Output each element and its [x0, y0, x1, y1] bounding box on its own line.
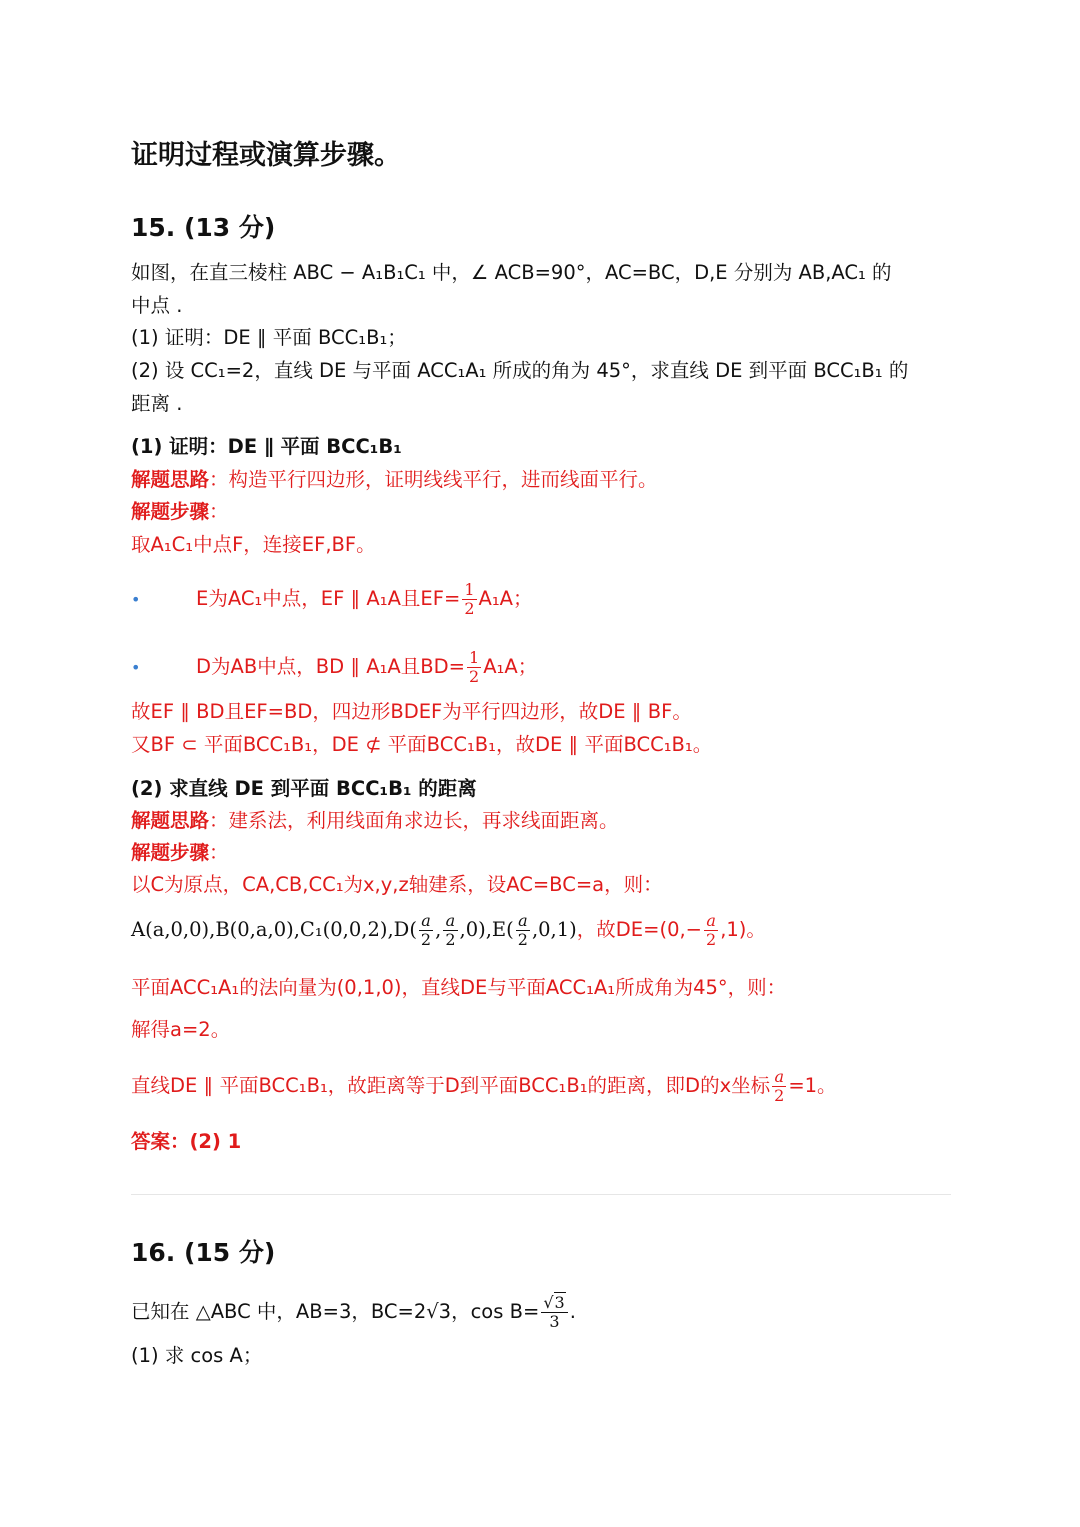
problem-15-question-2-line-2: 距离 .	[131, 392, 183, 415]
fraction-numerator: √3	[541, 1294, 567, 1313]
fraction	[541, 1294, 567, 1331]
bullet-2-main: D为AB中点，BD ∥ A₁A且BD=	[196, 655, 466, 678]
solution-2-points-line: A(a,0,0),B(0,a,0),C₁(0,0,2),D( $\frac{a}{2}$ , $\frac{a}{2}$ ,0),E( $\frac{a}{2}$ ,0,1)，故DE=(0,− $\frac{a}{2}$ ,1)。	[131, 911, 766, 949]
fraction-numerator: a	[772, 1068, 786, 1087]
fraction-numerator: a	[704, 912, 718, 931]
solution-2-idea	[131, 807, 619, 835]
solution-1-heading: (1) 证明：DE ∥ 平面 BCC₁B₁	[131, 435, 402, 458]
problem-16-stem-post: .	[569, 1300, 576, 1323]
idea-text: ：建系法，利用线面角求边长，再求线面距离。	[209, 809, 619, 832]
solution-2-normal-line: 平面ACC₁A₁的法向量为(0,1,0)，直线DE与平面ACC₁A₁所成角为45°，则：	[131, 976, 787, 999]
fraction-denominator: 2	[445, 930, 456, 949]
fraction	[704, 912, 718, 949]
distance-text: 直线DE ∥ 平面BCC₁B₁，故距离等于D到平面BCC₁B₁的距离，即D的x坐标	[131, 1074, 771, 1097]
steps-label: 解题步骤	[131, 500, 210, 523]
fraction-numerator: a	[419, 912, 433, 931]
steps-colon: ：	[209, 841, 229, 864]
problem-16-stem	[131, 1288, 576, 1336]
problem-15-question-2-line-1: (2) 设 CC₁=2，直线 DE 与平面 ACC₁A₁ 所成的角为 45°，求直线 DE 到平面 BCC₁B₁ 的	[131, 359, 909, 382]
problem-15-stem-line-2: 中点 .	[131, 294, 183, 317]
fraction	[772, 1068, 786, 1105]
bullet-2-tail: A₁A；	[483, 655, 538, 678]
solution-2-solve-line: 解得a=2。	[131, 1018, 231, 1041]
points-end: ,0,1)	[531, 918, 577, 941]
solution-1-conclusion-1: 故EF ∥ BD且EF=BD，四边形BDEF为平行四边形，故DE ∥ BF。	[131, 700, 692, 723]
answer-line: 答案：(2) 1	[131, 1130, 242, 1153]
sqrt-radicand: 3	[554, 1293, 565, 1312]
idea-text: ：构造平行四边形，证明线线平行，进而线面平行。	[209, 468, 658, 491]
bullet-icon: •	[131, 658, 141, 677]
problem-15-question-1: (1) 证明：DE ∥ 平面 BCC₁B₁；	[131, 326, 407, 349]
fraction-numerator: 1	[469, 648, 480, 667]
solution-2-distance-line	[131, 1062, 837, 1110]
points-e: ,0),E(	[459, 918, 514, 941]
solution-2-heading: (2) 求直线 DE 到平面 BCC₁B₁ 的距离	[131, 777, 477, 800]
steps-colon: ：	[209, 500, 229, 523]
solution-2-coordinate-line: 以C为原点，CA,CB,CC₁为x,y,z轴建系，设AC=BC=a，则：	[131, 873, 663, 896]
idea-label: 解题思路	[131, 468, 210, 491]
fraction	[443, 912, 457, 949]
problem-15-stem-line-1: 如图，在直三棱柱 ABC − A₁B₁C₁ 中，∠ ACB=90°，AC=BC，D,E 分别为 AB,AC₁ 的	[131, 261, 892, 284]
solution-1-bullet-1	[196, 575, 533, 623]
vector-end: ,1)。	[720, 918, 766, 941]
solution-1-bullet-2	[196, 643, 537, 691]
solution-2-steps-label	[131, 839, 229, 867]
fraction-numerator: a	[443, 912, 457, 931]
solution-1-step-1: 取A₁C₁中点F，连接EF,BF。	[131, 533, 376, 556]
bullet-1-tail: A₁A；	[478, 587, 533, 610]
section-heading: 证明过程或演算步骤。	[131, 140, 401, 171]
problem-16-title: 16. (15 分)	[131, 1238, 276, 1267]
solution-1-steps-label	[131, 498, 229, 526]
fraction-numerator: 1	[464, 580, 475, 599]
bullet-icon: •	[131, 590, 141, 609]
fraction	[516, 912, 530, 949]
fraction	[467, 649, 481, 686]
solution-1-conclusion-2: 又BF ⊂ 平面BCC₁B₁，DE ⊄ 平面BCC₁B₁，故DE ∥ 平面BCC₁B₁。	[131, 733, 713, 756]
section-divider	[131, 1194, 951, 1195]
fraction-denominator: 2	[517, 930, 528, 949]
solution-1-idea	[131, 466, 658, 494]
idea-label: 解题思路	[131, 809, 210, 832]
bullet-1-main: E为AC₁中点，EF ∥ A₁A且EF=	[196, 587, 461, 610]
points-a: A(a,0,0),B(0,a,0),C₁(0,0,2),D(	[131, 918, 417, 941]
fraction-denominator: 3	[549, 1312, 560, 1331]
problem-16-stem-pre: 已知在 △ABC 中，AB=3，BC=2√3，cos B=	[131, 1300, 540, 1323]
fraction-denominator: 2	[420, 930, 432, 949]
fraction-denominator: 2	[774, 1086, 785, 1105]
fraction	[462, 581, 476, 618]
fraction-numerator: a	[516, 912, 530, 931]
fraction-denominator: 2	[706, 930, 717, 949]
fraction-denominator: 2	[469, 667, 480, 686]
fraction-denominator: 2	[464, 599, 475, 618]
vector-text: ，故DE=(0,−	[576, 918, 703, 941]
distance-result: =1。	[788, 1074, 837, 1097]
steps-label: 解题步骤	[131, 841, 210, 864]
fraction	[419, 912, 433, 949]
problem-15-title: 15. (13 分)	[131, 213, 276, 242]
problem-16-question-1: (1) 求 cos A；	[131, 1344, 263, 1367]
